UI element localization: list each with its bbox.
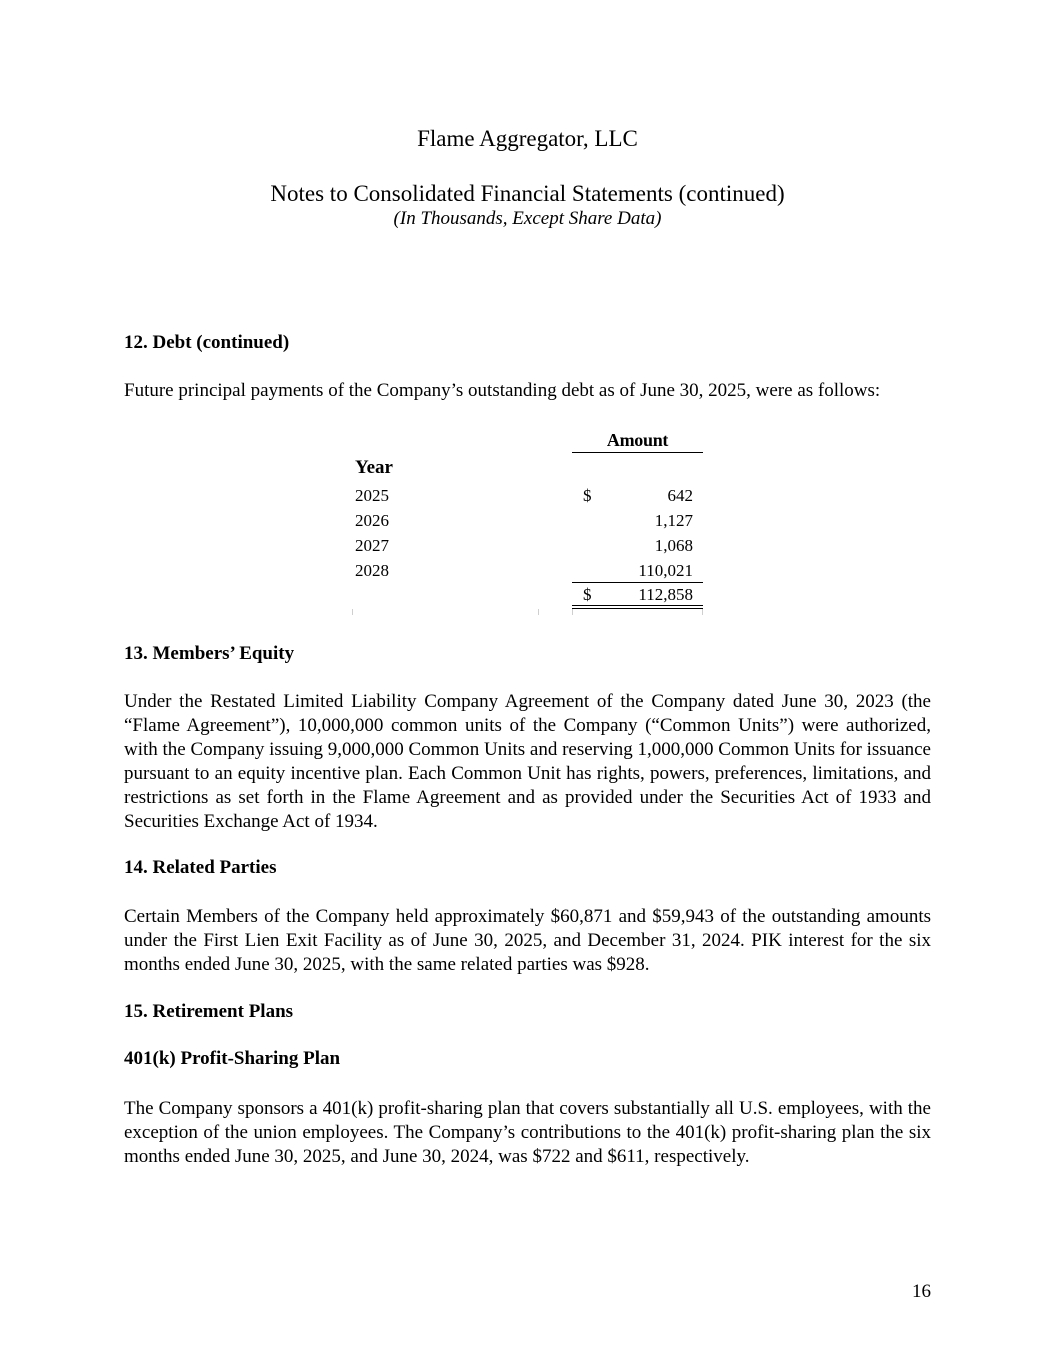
total-double-rule (572, 605, 703, 609)
table-cell-year: 2025 (355, 486, 389, 505)
related-parties-paragraph: Certain Members of the Company held approximately $60,871 and $59,943 of the outstanding amounts under the First Lien Exit Facility as of June 30, 2025, and December 31, 2024. PIK interest for the six months ended June 30, 2025, with the same related parties was $928. (124, 906, 931, 975)
section-heading-related-parties: 14. Related Parties (124, 857, 277, 878)
table-cell-currency: $ (583, 486, 592, 505)
table-cell-amount: 642 (667, 486, 693, 505)
table-cell-year: 2026 (355, 511, 389, 530)
table-total-currency: $ (583, 585, 592, 604)
table-tick-mark (538, 609, 539, 615)
members-equity-paragraph: Under the Restated Limited Liability Company Agreement of the Company dated June 30, 2023 (the “Flame Agreement”), 10,000,000 common units of the Company (“Common Units”) were authorized, with the Company issuing 9,000,000 Common Units and reserving 1,000,000 Common Units for issuance pursuant to an equity incentive plan. Each Common Unit has rights, powers, preferences, limitations, and restrictions as set forth in the Flame Agreement and as provided under the Securities Act of 1933 and Securities Exchange Act of 1934. (124, 691, 931, 832)
retirement-plan-paragraph: The Company sponsors a 401(k) profit-sharing plan that covers substantially all U.S. employees, with the exception of the union employees. The Company’s contributions to the 401(k) profit-sharing plan the six months ended June 30, 2025, and June 30, 2024, was $722 and $611, respectively. (124, 1098, 931, 1167)
table-total-amount: 112,858 (638, 585, 693, 604)
section-heading-members-equity: 13. Members’ Equity (124, 643, 295, 664)
page-number: 16 (912, 1281, 931, 1302)
table-tick-mark (352, 609, 353, 615)
header-underline (572, 452, 703, 453)
table-cell-amount: 1,068 (654, 536, 693, 555)
page-subtitle: (In Thousands, Except Share Data) (393, 208, 662, 229)
table-tick-mark (572, 609, 573, 615)
table-cell-amount: 110,021 (638, 561, 693, 580)
section-heading-debt: 12. Debt (continued) (124, 332, 290, 353)
table-header-amount: Amount (606, 430, 669, 450)
table-cell-year: 2028 (355, 561, 389, 580)
table-header-year: Year (355, 457, 393, 478)
table-cell-year: 2027 (355, 536, 389, 555)
section-heading-retirement-plans: 15. Retirement Plans (124, 1001, 294, 1022)
page-title: Notes to Consolidated Financial Statements (continued) (270, 181, 785, 206)
table-tick-mark (702, 609, 703, 615)
company-name: Flame Aggregator, LLC (417, 126, 638, 151)
table-cell-amount: 1,127 (654, 511, 693, 530)
subsection-heading-401k: 401(k) Profit-Sharing Plan (124, 1048, 341, 1069)
subtotal-rule (572, 582, 703, 583)
debt-intro-text: Future principal payments of the Company’s outstanding debt as of June 30, 2025, were as follows: (124, 380, 881, 401)
